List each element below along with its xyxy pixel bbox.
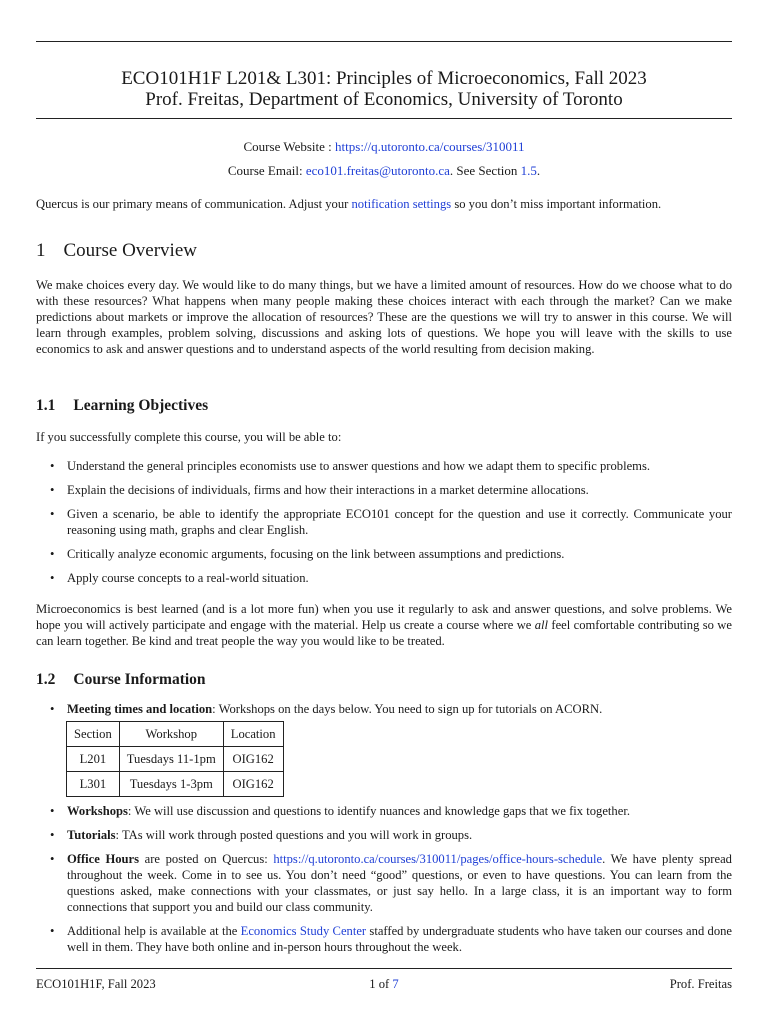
office-hours-text-1: are posted on Quercus: (139, 852, 274, 866)
document-page (36, 0, 732, 1024)
section-1-title: Course Overview (63, 240, 197, 261)
objective-text: Understand the general principles economists use to answer questions and how we adapt them to specific problems. (67, 459, 651, 473)
table-header-row (67, 722, 284, 747)
table-row (67, 772, 284, 797)
list-item (36, 458, 732, 474)
title-line-2: Prof. Freitas, Department of Economics, University of Toronto (145, 89, 623, 110)
table-cell: OIG162 (223, 747, 283, 772)
course-overview-paragraph: We make choices every day. We would like to do many things, but we have a limited amount of resources. How do we choose what to do with these resources? What happens when many people making these choices interact with each through the market? Can we make predictions about markets or improve the allocation of resources? These are the questions we will try to answer in this course. We will learn through examples, problem solving, discussions and asking lots of questions. We hope you will leave with the skills to use economics to ask and answer questions and to understand aspects of the world resulting from decision making. (36, 278, 732, 356)
bullet-icon: • (50, 702, 55, 716)
closing-emphasis: all (534, 618, 549, 632)
title-line-1: ECO101H1F L201& L301: Principles of Microeconomics, Fall 2023 (121, 68, 647, 89)
office-hours-link[interactable]: https://q.utoronto.ca/courses/310011/pages/office-hours-schedule (273, 852, 603, 866)
help-text-1: Additional help is available at the (67, 924, 241, 938)
office-hours-text-2: . We have plenty spread throughout the week. Come in to see us. You don’t need “good” questions, or even to have questions. You can learn from the questions asked, make connections with your classmates, or just say hello. In a large class, it is an important way to form connections that support you and build our class community. (67, 852, 732, 914)
quercus-paragraph (36, 196, 732, 212)
bullet-icon: • (50, 828, 55, 842)
course-email-end: . (536, 163, 541, 178)
tutorials-text: : TAs will work through posted questions and you will work in groups. (115, 828, 473, 842)
table-cell: L301 (67, 772, 120, 797)
course-website-label: Course Website : (243, 139, 336, 154)
footer-course: ECO101H1F, Fall 2023 (36, 977, 156, 991)
table-cell: Tuesdays 11-1pm (119, 747, 223, 772)
closing-text-after: feel comfortable contributing so we can learn together. Be kind and treat people the way you would like to be treated. (36, 618, 732, 648)
course-website-line (36, 139, 732, 155)
tutorials-label: Tutorials (67, 828, 116, 842)
table-cell: L201 (67, 747, 120, 772)
objective-text: Critically analyze economic arguments, focusing on the link between assumptions and predictions. (67, 547, 565, 561)
course-info-list (36, 803, 732, 963)
table-cell: OIG162 (223, 772, 283, 797)
workshops-label: Workshops (67, 804, 128, 818)
list-item (36, 923, 732, 955)
section-1-2-title: Course Information (73, 671, 206, 688)
quercus-text-before: Quercus is our primary means of communication. Adjust your (36, 197, 352, 211)
objective-text: Given a scenario, be able to identify the appropriate ECO101 concept for the question and use it correctly. Communicate your reasoning using math, graphs and clear English. (67, 507, 732, 537)
course-email-line (36, 163, 732, 179)
bullet-icon: • (50, 483, 55, 497)
table-cell: Tuesdays 1-3pm (119, 772, 223, 797)
workshops-text: : We will use discussion and questions to identify nuances and knowledge gaps that we fix together. (127, 804, 630, 818)
section-1-1-heading (36, 397, 208, 415)
list-item (36, 701, 732, 717)
table-header: Section (67, 722, 120, 747)
section-1-1-number: 1.1 (36, 397, 56, 414)
closing-text-before: Microeconomics is best learned (and is a lot more fun) when you use it regularly to ask and answer questions, and solve problems. We hope you will actively participate and engage with the material. Help us create a course where we (36, 602, 732, 632)
course-email-suffix: . See Section (449, 163, 521, 178)
objectives-intro: If you successfully complete this course, you will be able to: (36, 430, 342, 444)
table-header: Location (223, 722, 283, 747)
learning-objectives-list (36, 458, 732, 594)
economics-study-center-link[interactable]: Economics Study Center (240, 924, 367, 938)
microeconomics-paragraph (36, 601, 732, 649)
objective-text: Apply course concepts to a real-world situation. (67, 571, 309, 585)
table-row (67, 747, 284, 772)
bullet-icon: • (50, 804, 55, 818)
list-item (36, 827, 732, 843)
bullet-icon: • (50, 507, 55, 521)
section-1-2-number: 1.2 (36, 671, 56, 688)
section-1-heading (36, 240, 197, 262)
bullet-icon: • (50, 459, 55, 473)
footer-page-number (36, 977, 732, 992)
section-1-1-title: Learning Objectives (73, 397, 209, 414)
footer-author: Prof. Freitas (669, 977, 732, 991)
bullet-icon: • (50, 852, 55, 866)
page-total-link[interactable]: 7 (392, 977, 399, 991)
footer-rule (36, 968, 732, 969)
office-hours-label: Office Hours (67, 852, 140, 866)
objective-text: Explain the decisions of individuals, firms and how their interactions in a market determine allocations. (67, 483, 589, 497)
course-email-label: Course Email: (227, 163, 306, 178)
section-1-number: 1 (36, 240, 46, 261)
document-title (36, 68, 732, 110)
bullet-icon: • (50, 924, 55, 938)
list-item (36, 506, 732, 538)
help-text-2: staffed by undergraduate students who have taken our courses and done well in them. They have both online and in-person hours throughout the week. (67, 924, 733, 954)
course-website-link[interactable]: https://q.utoronto.ca/courses/310011 (335, 139, 525, 154)
title-bottom-rule (36, 118, 732, 119)
notification-settings-link[interactable]: notification settings (351, 197, 452, 211)
course-email-link[interactable]: eco101.freitas@utoronto.ca (305, 163, 450, 178)
bullet-icon: • (50, 547, 55, 561)
section-1-2-heading (36, 671, 206, 689)
meeting-text: : Workshops on the days below. You need to sign up for tutorials on ACORN. (212, 702, 603, 716)
list-item (36, 570, 732, 586)
table-header: Workshop (119, 722, 223, 747)
quercus-text-after: so you don’t miss important information. (451, 197, 662, 211)
page-prefix: 1 of (369, 977, 393, 991)
list-item (36, 546, 732, 562)
schedule-table (66, 721, 284, 797)
list-item (36, 482, 732, 498)
list-item (36, 803, 732, 819)
section-1-5-link[interactable]: 1.5 (520, 163, 537, 178)
list-item (36, 851, 732, 915)
meeting-label: Meeting times and location (67, 702, 213, 716)
bullet-icon: • (50, 571, 55, 585)
top-rule (36, 41, 732, 42)
